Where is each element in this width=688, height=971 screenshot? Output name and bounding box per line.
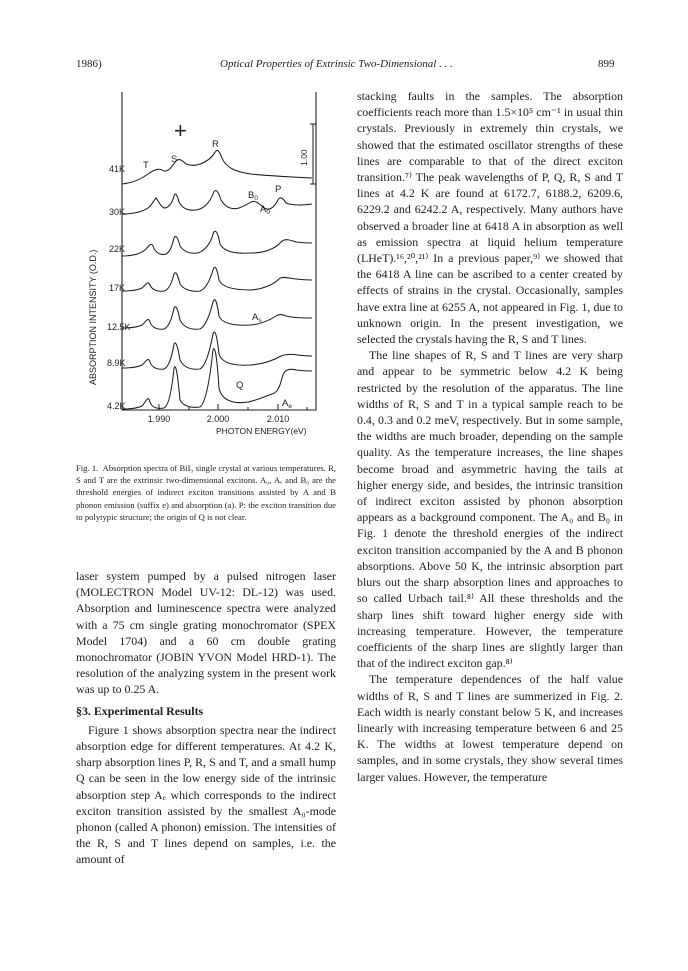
x-tick-label: 1.990 [147,414,171,424]
figure-caption [76,462,336,523]
spectra [122,151,312,409]
line-label-R: R [212,139,219,150]
temperature-label: 8.9K [107,358,126,368]
paragraph: stacking faults in the samples. The absorption coefficients reach more than 1.5×10⁵ cm⁻¹ in usual thin crystals. Previously in extremely thin crystals, we showed that the estimated oscillator strengths of these lines are comparable to that of the direct exciton transition.⁷⁾ The peak wavelengths of P, Q, R, S and T lines at 4.2 K are found at 6172.7, 6188.2, 6209.6, 6229.2 and 6242.2 A, respectively. Many authors have observed a broader line at 6418 A in absorption as well as emission spectra at liquid helium temperature (LHeT).¹⁶,²⁰,²¹⁾ In a previous paper,⁹⁾ we showed that the 6418 A line can be ascribed to a center created by effects of strains in the crystal. Occasionally, samples have extra line at 6255 A, not appeared in Fig. 1, due to unknown origin. In the present investigation, we selected the crystals having the R, S and T lines. [357,89,623,347]
x-tick-label: 2.000 [206,414,230,424]
scale-bar-label: 1.00 [299,149,309,166]
temperature-label: 4.2K [107,401,126,411]
spectrum-30K [122,191,312,214]
caption-label: Fig. 1. [76,463,99,473]
line-label-Q: Q [236,380,244,391]
paragraph: Figure 1 shows absorption spectra near the indirect absorption edge for different temperatures. At 4.2 K, sharp absorption lines P, R, S and T, and a small hump Q can be seen in the low energy side of the intrinsic absorption step Aₑ which corresponds to the indirect exciton transition assisted by the smallest A₀-mode phonon (called A phonon) emission. The intensities of the R, S and T lines depend on samples, i.e. the amount of [76,722,336,867]
spectrum-22K [122,231,312,256]
plus-marker: + [174,118,187,143]
temperature-label: 12.5K [107,322,131,332]
x-axis-label: PHOTON ENERGY(eV) [216,426,307,436]
section-heading: §3. Experimental Results [76,703,204,718]
temperature-label: 22K [109,244,126,254]
paragraph: The line shapes of R, S and T lines are very sharp and appear to be symmetric below 4.2 K being restricted by the resolution of the apparatus. The line widths of R, S and T in a typical sample reach to be 0.4, 0.3 and 0.2 meV, respectively. But in some sample, the widths are much broader, depending on the sample quality. As the temperature increases, the line shapes become broad and asymmetric having the tails at higher energy side, and besides, the intrinsic transition of indirect exciton assisted by phonon absorption appears as a background component. The A₀ and B₀ in Fig. 1 denote the threshold energies of the indirect exciton transition accompanied by the A and B phonon absorptions. Above 50 K, the intrinsic absorption part blurs out the sharp absorption lines and approaches to so called Urbach tail.⁸⁾ All these thresholds and the sharp lines shift toward higher energy side with increasing temperature. However, the temperature coefficients of the sharp lines are slightly larger than that of the indirect exciton gap.⁸⁾ [357,348,623,671]
caption-text: Absorption spectra of BiI₃ single crystal at various temperatures. R, S and T are the extrinsic two-dimensional excitons. A₀, Aₑ and B₀ are the threshold energies of indirect exciton transitions assisted by A and B phonon emission (suffix e) and absorption (a). P: the exciton transition due to polytypic structure; the origin of Q is not clear. [76,463,336,522]
right-column [357,88,623,785]
paragraph: The temperature dependences of the half value widths of R, S and T lines are summerized in Fig. 2. Each width is nearly constant below 5 K, and increases linearly with increasing temperature between 6 and 25 K. The widths at lowest temperature depend on samples, and in some crystals, they show several times larger values. However, the temperature [357,672,623,784]
line-label-As: $A_s$ [252,312,262,324]
figure-1 [76,88,336,450]
temperature-label: 30K [109,207,126,217]
temperature-label: 41K [109,164,126,174]
line-label-T: T [143,160,149,171]
spectrum-17K [122,267,312,291]
running-header-title: Optical Properties of Extrinsic Two-Dimensional . . . [220,58,453,70]
spectrum-41K [122,151,312,184]
line-label-S: S [171,154,178,165]
absorption-spectra-plot [76,88,336,450]
left-column [76,568,336,868]
line-label-A0: $A_0$ [260,204,270,216]
running-header-year: 1986) [76,58,102,70]
spectrum-12.5K [122,300,312,330]
line-label-B: $B_0$ [248,190,258,202]
line-label-P: P [275,184,282,195]
paragraph: laser system pumped by a pulsed nitrogen laser (MOLECTRON Model UV-12: DL-12) was used. Absorption and luminescence spectra were analyzed with a 75 cm single grating monochromator (SPEX Model 1704) and a 60 cm double grating monochromator (JOBIN YVON Model HRD-1). The resolution of the analyzing system in the present work was up to 0.25 A. [76,569,336,697]
line-label-Ae: $A_e$ [282,398,292,410]
plot-frame [122,92,316,410]
y-axis-label: ABSORPTION INTENSITY (O.D.) [88,249,98,385]
page-number: 899 [598,58,615,70]
temperature-label: 17K [109,283,126,293]
x-tick-label: 2.010 [266,414,290,424]
